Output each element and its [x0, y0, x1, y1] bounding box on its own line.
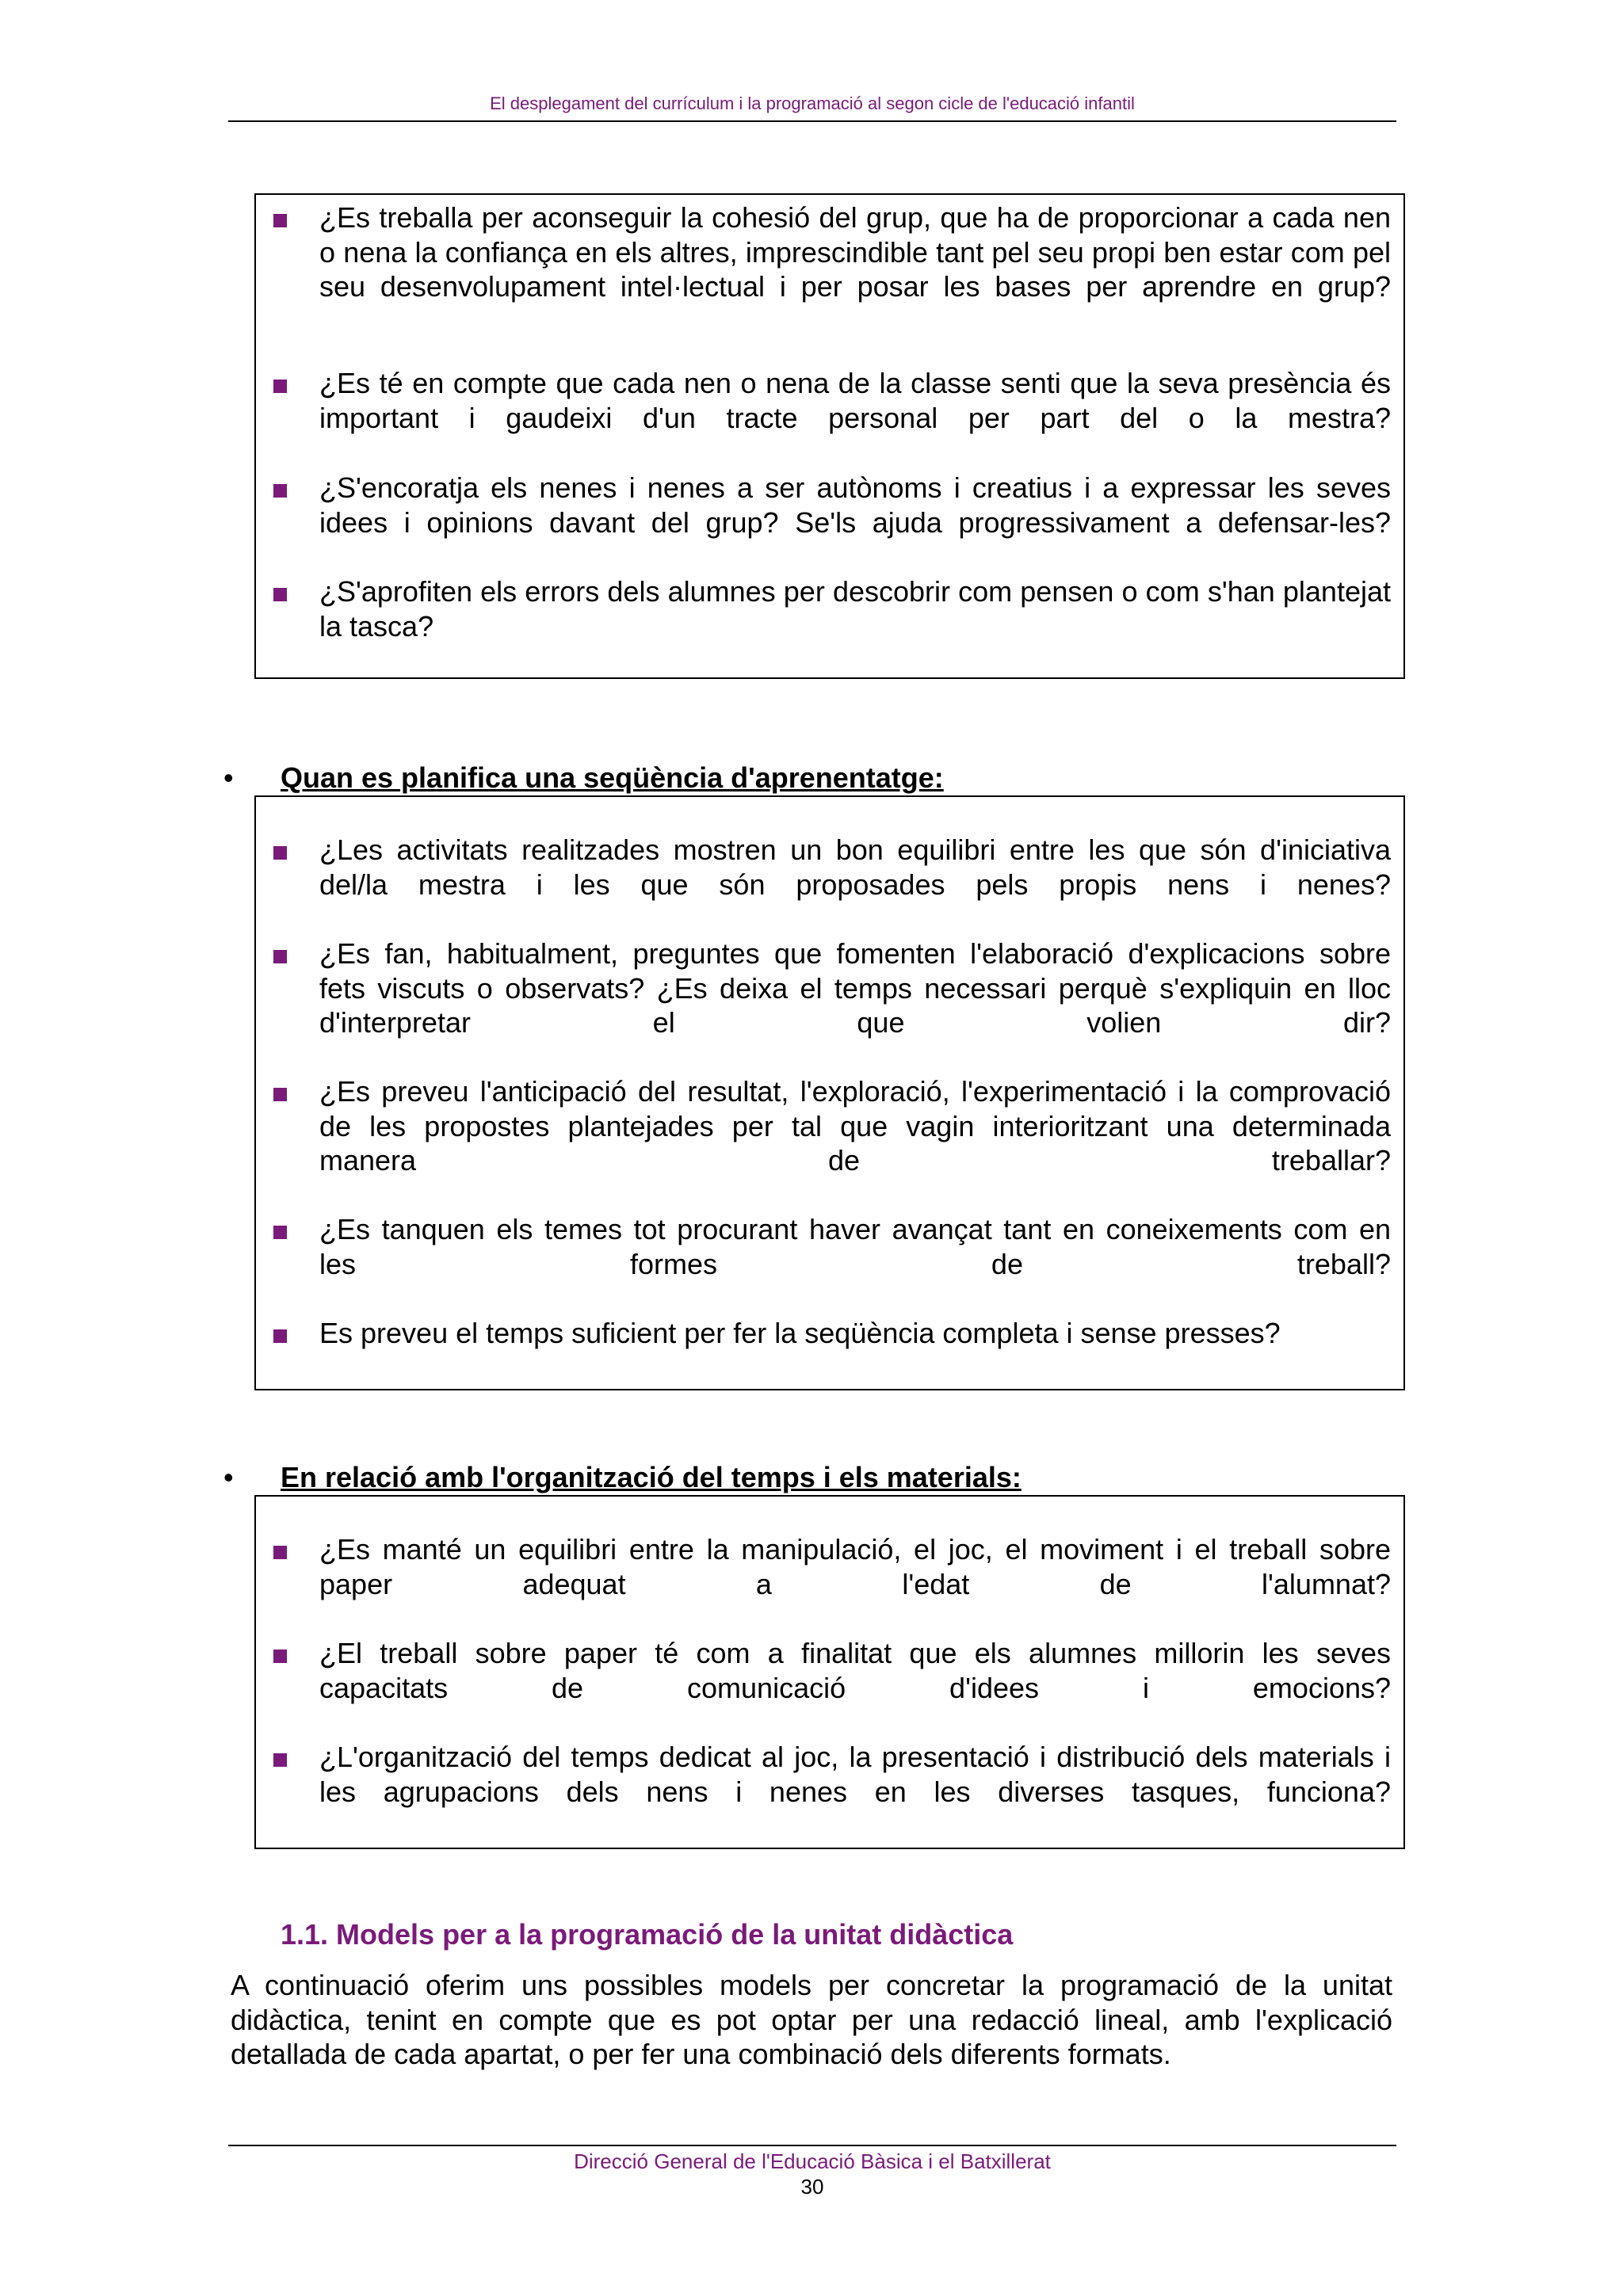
square-bullet-icon [273, 379, 287, 393]
list-item: ¿Es preveu l'anticipació del resultat, l'exploració, l'experimentació i la comprovació de les propostes plantejades per tal que vagin interioritzant una determinada manera de treballar? [319, 1075, 1391, 1177]
list-item: ¿S'encoratja els nenes i nenes a ser autònoms i creatius i a expressar les seves idees i opinions davant del grup? Se'ls ajuda progressivament a defensar-les? [319, 471, 1391, 539]
list-item: ¿Les activitats realitzades mostren un bon equilibri entre les que són d'iniciativa del/la mestra i les que són proposades pels propis nens i nenes? [319, 833, 1391, 901]
list-item: ¿Es treballa per aconseguir la cohesió del grup, que ha de proporcionar a cada nen o nena la confiança en els altres, imprescindible tant pel seu propi ben estar com pel seu desenvolupament intel·lectual i per posar les bases per aprendre en grup? [319, 201, 1391, 303]
square-bullet-icon [273, 214, 287, 227]
section-heading: Quan es planifica una seqüència d'aprenentatge: [281, 761, 944, 794]
footer-rule [228, 2145, 1396, 2146]
checklist-box-2 [254, 795, 1405, 1390]
checklist-box-1 [254, 193, 1405, 679]
subsection-title: 1.1. Models per a la programació de la unitat didàctica [281, 1918, 1014, 1951]
list-item: ¿Es tanquen els temes tot procurant haver avançat tant en coneixements com en les formes de treball? [319, 1213, 1391, 1280]
section-bullet: • [223, 761, 234, 794]
page-number: 30 [800, 2175, 824, 2199]
footer-text: Direcció General de l'Educació Bàsica i el Batxillerat [574, 2149, 1051, 2173]
square-bullet-icon [273, 1753, 287, 1767]
square-bullet-icon [273, 588, 287, 601]
square-bullet-icon [273, 1546, 287, 1559]
square-bullet-icon [273, 1226, 287, 1239]
running-header: El desplegament del currículum i la programació al segon cicle de l'educació infantil [490, 93, 1135, 113]
checklist-box-3 [254, 1495, 1405, 1849]
list-item: ¿L'organització del temps dedicat al joc, la presentació i distribució dels materials i les agrupacions dels nens i nenes en les diverses tasques, funciona? [319, 1741, 1391, 1808]
square-bullet-icon [273, 1329, 287, 1343]
section-bullet: • [223, 1461, 234, 1493]
square-bullet-icon [273, 950, 287, 963]
body-paragraph: A continuació oferim uns possibles models per concretar la programació de la unitat didàctica, tenint en compte que es pot optar per una redacció lineal, amb l'explicació detallada de cada apartat, o per fer una combinació dels diferents formats. [231, 1969, 1392, 2070]
list-item: ¿Es té en compte que cada nen o nena de la classe senti que la seva presència és important i gaudeixi d'un tracte personal per part del o la mestra? [319, 367, 1391, 434]
square-bullet-icon [273, 1650, 287, 1663]
square-bullet-icon [273, 846, 287, 860]
square-bullet-icon [273, 484, 287, 498]
section-heading: En relació amb l'organització del temps i els materials: [281, 1461, 1022, 1493]
list-item: Es preveu el temps suficient per fer la seqüència completa i sense presses? [319, 1317, 1281, 1349]
header-rule [228, 120, 1396, 122]
list-item: ¿Es fan, habitualment, preguntes que fomenten l'elaboració d'explicacions sobre fets viscuts o observats? ¿Es deixa el temps necessari perquè s'expliquin en lloc d'interpretar el que volien dir? [319, 937, 1391, 1039]
list-item: ¿Es manté un equilibri entre la manipulació, el joc, el moviment i el treball sobre paper adequat a l'edat de l'alumnat? [319, 1533, 1391, 1600]
list-item: ¿El treball sobre paper té com a finalitat que els alumnes millorin les seves capacitats de comunicació d'idees i emocions? [319, 1637, 1391, 1704]
square-bullet-icon [273, 1088, 287, 1101]
list-item: ¿S'aprofiten els errors dels alumnes per descobrir com pensen o com s'han plantejat la tasca? [319, 575, 1391, 643]
